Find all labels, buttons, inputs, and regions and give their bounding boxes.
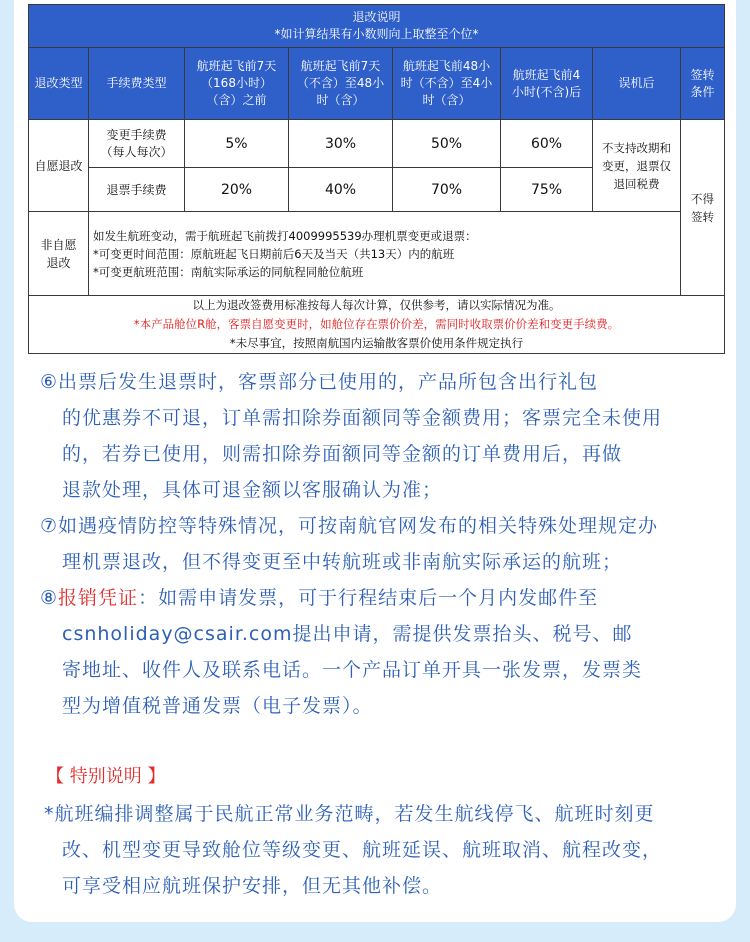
para-line: *航班编排调整属于民航正常业务范畴，若发生航线停飞、航班时刻更: [44, 803, 655, 825]
col-header-7days: [185, 48, 289, 120]
paragraph-7: [40, 508, 704, 580]
para-line: csnholiday@csair.com提出申请，需提供发票抬头、税号、邮: [62, 623, 633, 645]
header-line: 时（不含）至4小: [400, 76, 493, 90]
para-line-first: [40, 580, 704, 616]
para-line: ⑦如遇疫情防控等特殊情况，可按南航官网发布的相关特殊处理规定办: [40, 515, 659, 537]
header-line: （168小时）: [201, 76, 272, 90]
missed-line: 不支持改期和: [602, 140, 671, 155]
table-notes-row: [29, 296, 725, 354]
refund-fee-label: 退票手续费: [89, 168, 185, 212]
table-notes: [29, 296, 725, 354]
missed-line: 变更，退票仅: [602, 158, 671, 173]
change-fee-value: 30%: [289, 120, 393, 168]
col-header-48h-4h: [393, 48, 501, 120]
paragraph-6: [40, 364, 704, 508]
label-line: 非自愿: [40, 237, 77, 252]
col-header-missed: 误机后: [593, 48, 681, 120]
involuntary-line: *可变更航班范围：南航实际承运的同航程同舱位航班: [93, 264, 364, 279]
table-title: [29, 5, 725, 48]
para-line: 理机票退改，但不得变更至中转航班或非南航实际承运的航班；: [62, 551, 623, 573]
involuntary-line: *可变更时间范围：原航班起飞日期前后6天及当天（共13天）内的航班: [93, 246, 455, 261]
involuntary-policy: [89, 212, 681, 296]
para-line: 可享受相应航班保护安排，但无其他补偿。: [62, 875, 443, 897]
refund-fee-value: 70%: [393, 168, 501, 212]
change-fee-value: 5%: [185, 120, 289, 168]
para-line: ⑥出票后发生退票时，客票部分已使用的，产品所包含出行礼包: [40, 371, 599, 393]
para-number: ⑧: [40, 587, 59, 609]
header-line: 航班起飞前48小: [402, 59, 491, 73]
table-subtitle: *如计算结果有小数则向上取整至个位*: [274, 27, 479, 41]
voluntary-label: 自愿退改: [29, 120, 89, 212]
involuntary-line: 如发生航班变动，需于航班起飞前拨打4009995539办理机票变更或退票：: [93, 228, 477, 243]
header-line: 签转: [690, 67, 715, 82]
change-fee-value: 50%: [393, 120, 501, 168]
invoice-label: 报销凭证: [58, 587, 139, 609]
para-text: ：如需申请发票，可于行程结束后一个月内发邮件至: [138, 587, 599, 609]
label-line: （每人每次）: [100, 144, 173, 159]
refund-change-table: [28, 4, 725, 354]
endorse-line: 不得: [691, 191, 714, 206]
header-line: 条件: [690, 84, 715, 99]
missed-policy: [593, 120, 681, 212]
para-line: 型为增值税普通发票（电子发票）。: [62, 695, 373, 717]
header-line: 小时(不含)后: [511, 84, 582, 99]
label-line: 变更手续费: [106, 127, 167, 142]
col-header-4h-after: [501, 48, 593, 120]
missed-line: 退回税费: [613, 176, 660, 191]
col-header-7d-48h: [289, 48, 393, 120]
refund-fee-value: 20%: [185, 168, 289, 212]
refund-fee-value: 40%: [289, 168, 393, 212]
note-line-red: *本产品舱位R舱，客票自愿变更时，如舱位存在票价价差，需同时收取票价价差和变更手续费。: [133, 317, 620, 331]
involuntary-label: [29, 212, 89, 296]
note-line: *未尽事宜，按照南航国内运输散客票价使用条件规定执行: [229, 336, 524, 350]
change-fee-value: 60%: [501, 120, 593, 168]
header-line: 航班起飞前7天: [300, 59, 381, 73]
special-note-title: 【 特别说明 】: [46, 766, 166, 787]
col-header-type: 退改类型: [29, 48, 89, 120]
endorse-line: 签转: [691, 209, 714, 224]
header-line: （含）之前: [206, 93, 267, 107]
header-line: 航班起飞前4: [512, 67, 581, 82]
para-line: 改、机型变更导致舱位等级变更、航班延误、航班取消、航程改变，: [62, 839, 663, 861]
para-line: 的，若券已使用，则需扣除券面额同等金额的订单费用后，再做: [62, 443, 623, 465]
header-line: 航班起飞前7天: [196, 59, 277, 73]
table-header-row: [29, 48, 725, 120]
note-line: 以上为退改签费用标准按每人每次计算，仅供参考，请以实际情况为准。: [192, 298, 561, 312]
table-row: [29, 212, 725, 296]
table-title-text: 退改说明: [352, 10, 401, 24]
header-line: 时（含）: [422, 93, 471, 107]
table-row: [29, 120, 725, 168]
refund-fee-value: 75%: [501, 168, 593, 212]
special-note: [40, 796, 704, 904]
paragraph-8: [40, 580, 704, 724]
label-line: 退改: [46, 255, 71, 270]
col-header-fee-type: 手续费类型: [89, 48, 185, 120]
col-header-endorse: [681, 48, 725, 120]
header-line: （不含）至48小: [296, 76, 385, 90]
para-line: 寄地址、收件人及联系电话。一个产品订单开具一张发票，发票类: [62, 659, 643, 681]
header-line: 时（含）: [316, 93, 365, 107]
endorse-policy: [681, 120, 725, 296]
change-fee-label: [89, 120, 185, 168]
para-line: 退款处理，具体可退金额以客服确认为准；: [62, 479, 443, 501]
para-line: 的优惠券不可退，订单需扣除券面额同等金额费用；客票完全未使用: [62, 407, 663, 429]
